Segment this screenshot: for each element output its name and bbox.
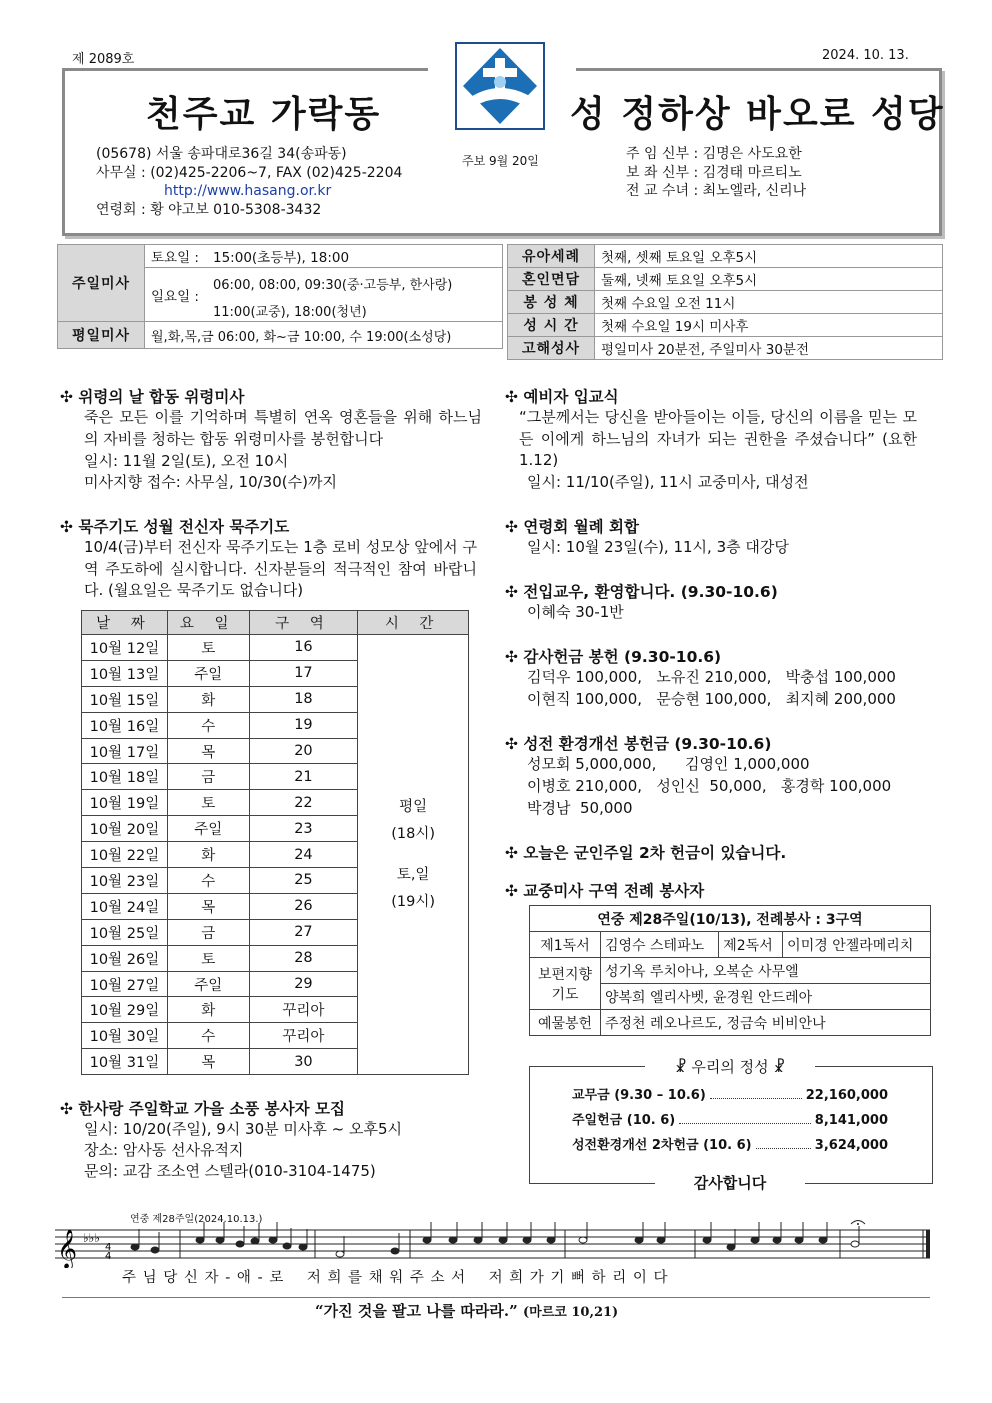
music-note bbox=[269, 1237, 277, 1243]
memorial-mass-intention: 미사지향 접수: 사무실, 10/30(수)까지 bbox=[84, 473, 337, 491]
issue-number: 제 2089호 bbox=[72, 52, 135, 67]
rosary-date: 10월 16일 bbox=[82, 712, 168, 738]
offering-amount: 22,160,000 bbox=[805, 1088, 888, 1103]
music-note bbox=[196, 1237, 204, 1243]
rosary-day: 수 bbox=[167, 712, 249, 738]
sacrament-row bbox=[508, 268, 943, 291]
sacrament-label: 고해성사 bbox=[508, 337, 595, 360]
music-note bbox=[216, 1237, 224, 1243]
second-reading-label: 제2독서 bbox=[719, 932, 783, 958]
sacrament-row bbox=[508, 337, 943, 360]
music-note bbox=[474, 1237, 482, 1243]
leader-dots bbox=[679, 1123, 811, 1124]
rosary-district: 26 bbox=[249, 893, 358, 919]
footer-divider bbox=[62, 1297, 930, 1298]
issue-date: 2024. 10. 13. bbox=[822, 48, 909, 63]
rosary-day: 토 bbox=[167, 635, 249, 661]
rosary-day: 수 bbox=[167, 868, 249, 894]
music-note bbox=[795, 1237, 803, 1243]
rosary-day: 화 bbox=[167, 686, 249, 712]
rosary-date: 10월 12일 bbox=[82, 635, 168, 661]
renovation-offering-line-1: 성모회 5,000,000, 김영인 1,000,000 bbox=[527, 755, 810, 773]
rosary-day: 토 bbox=[167, 790, 249, 816]
music-caption: 연중 제28주일(2024.10.13.) bbox=[130, 1214, 263, 1225]
rosary-district: 17 bbox=[249, 660, 358, 686]
picnic-volunteer-title: ✣ 한사랑 주일학교 가을 소풍 봉사자 모집 bbox=[60, 1100, 345, 1118]
servers-table bbox=[529, 905, 931, 1036]
weekday-mass-label: 평일미사 bbox=[58, 322, 145, 349]
sun-label: 일요일 : bbox=[145, 268, 208, 322]
sacrament-label: 성 시 간 bbox=[508, 314, 595, 337]
music-note bbox=[819, 1237, 827, 1243]
rosary-time-text: (18시) bbox=[391, 825, 436, 842]
rosary-day: 주일 bbox=[167, 971, 249, 997]
svg-text:4: 4 bbox=[105, 1242, 112, 1253]
rosary-day: 금 bbox=[167, 764, 249, 790]
prayers-names-1: 성기옥 루치아나, 오복순 사무엘 bbox=[601, 958, 931, 984]
military-sunday-notice: ✣ 오늘은 군인주일 2차 헌금이 있습니다. bbox=[505, 844, 787, 862]
picnic-time: 일시: 10/20(주일), 9시 30분 미사후 ~ 오후5시 bbox=[84, 1120, 402, 1138]
sacrament-schedule bbox=[507, 244, 943, 360]
first-reading-name: 김영수 스테파노 bbox=[601, 932, 719, 958]
music-note bbox=[449, 1237, 457, 1243]
rosary-date: 10월 19일 bbox=[82, 790, 168, 816]
music-note bbox=[251, 1238, 259, 1244]
sat-times: 15:00(초등부), 18:00 bbox=[207, 245, 503, 268]
rosary-district: 29 bbox=[249, 971, 358, 997]
svg-text:𝄞: 𝄞 bbox=[57, 1229, 78, 1268]
council-meeting-title: ✣ 연령회 월례 회합 bbox=[505, 518, 639, 536]
rosary-table bbox=[81, 610, 469, 1075]
offertory-names: 주정천 레오나르도, 정금숙 비비안나 bbox=[601, 1010, 931, 1036]
assistant-priest: 보 좌 신부 : 김경태 마르티노 bbox=[626, 165, 802, 181]
website-link[interactable]: http://www.hasang.or.kr bbox=[164, 183, 332, 199]
catechumen-time: 일시: 11/10(주일), 11시 교중미사, 대성전 bbox=[527, 473, 809, 491]
renovation-offering-title: ✣ 성전 환경개선 봉헌금 (9.30-10.6) bbox=[505, 735, 772, 753]
new-members-list: 이혜숙 30-1반 bbox=[527, 603, 624, 621]
offering-amount: 8,141,000 bbox=[814, 1113, 888, 1128]
second-reading-name: 이미경 안젤라메리치 bbox=[783, 932, 931, 958]
weekday-times: 월,화,목,금 06:00, 화~금 10:00, 수 19:00(소성당) bbox=[145, 322, 503, 349]
address: (05678) 서울 송파대로36길 34(송파동) bbox=[96, 146, 347, 162]
offering-row bbox=[572, 1109, 888, 1134]
offering-thanks: 감사합니다 bbox=[655, 1172, 805, 1193]
footer-quote: “가진 것을 팔고 나를 따라라.” (마르코 10,21) bbox=[315, 1302, 619, 1320]
offering-label: 성전환경개선 2차헌금 (10. 6) bbox=[572, 1138, 752, 1153]
rosary-date: 10월 20일 bbox=[82, 816, 168, 842]
pastor: 주 임 신부 : 김명은 사도요한 bbox=[626, 146, 802, 162]
renovation-offering-line-3: 박경남 50,000 bbox=[527, 799, 633, 817]
leader-dots bbox=[756, 1148, 811, 1149]
music-note bbox=[657, 1237, 665, 1243]
music-note bbox=[391, 1248, 399, 1254]
rosary-district: 28 bbox=[249, 945, 358, 971]
rosary-body: 10/4(금)부터 전신자 묵주기도는 1층 로비 성모상 앞에서 구역 주도하에 실시합니다. 신자분들의 적극적인 참여 바랍니다. (월요일은 묵주기도 없습니다) bbox=[84, 538, 477, 599]
rosary-day: 목 bbox=[167, 893, 249, 919]
renovation-offering-line-2: 이병호 210,000, 성인신 50,000, 홍경학 100,000 bbox=[527, 777, 892, 795]
leader-dots bbox=[710, 1098, 802, 1099]
sacrament-label: 봉 성 체 bbox=[508, 291, 595, 314]
rosary-day: 수 bbox=[167, 1023, 249, 1049]
sat-label: 토요일 : bbox=[145, 245, 208, 268]
rosary-date: 10월 18일 bbox=[82, 764, 168, 790]
rosary-district: 22 bbox=[249, 790, 358, 816]
rosary-header-cell: 요 일 bbox=[167, 611, 249, 635]
sacrament-row bbox=[508, 245, 943, 268]
music-note bbox=[299, 1244, 307, 1250]
servers-header: 연중 제28주일(10/13), 전례봉사 : 3구역 bbox=[530, 906, 931, 932]
rosary-day: 주일 bbox=[167, 660, 249, 686]
sacrament-value: 둘째, 넷째 토요일 오후5시 bbox=[595, 268, 943, 291]
rosary-day: 화 bbox=[167, 997, 249, 1023]
rosary-date: 10월 13일 bbox=[82, 660, 168, 686]
rosary-date: 10월 30일 bbox=[82, 1023, 168, 1049]
week-note: 주보 9월 20일 bbox=[462, 154, 539, 168]
rosary-header-cell: 구 역 bbox=[249, 611, 358, 635]
rosary-district: 19 bbox=[249, 712, 358, 738]
memorial-mass-time: 일시: 11월 2일(토), 오전 10시 bbox=[84, 452, 289, 470]
rosary-day: 토 bbox=[167, 945, 249, 971]
rosary-date: 10월 22일 bbox=[82, 842, 168, 868]
offering-title: ☧ 우리의 정성 ☧ bbox=[645, 1056, 815, 1077]
music-note bbox=[336, 1251, 344, 1257]
rosary-day: 주일 bbox=[167, 816, 249, 842]
rosary-time-text: 토,일 bbox=[396, 866, 430, 883]
music-note bbox=[635, 1237, 643, 1243]
music-note bbox=[547, 1237, 555, 1243]
music-lyrics: 주 님 당 신 자 - 애 - 로 저 희 를 채 워 주 소 서 저 희 가 기 뻐 하 리 이 다 bbox=[122, 1270, 669, 1286]
rosary-time-text: (19시) bbox=[391, 893, 436, 910]
music-note bbox=[236, 1241, 244, 1247]
offering-label: 교무금 (9.30 – 10.6) bbox=[572, 1088, 706, 1103]
rosary-header-cell: 날 짜 bbox=[82, 611, 168, 635]
rosary-district: 25 bbox=[249, 868, 358, 894]
mass-schedule-left bbox=[57, 244, 503, 349]
rosary-district: 24 bbox=[249, 842, 358, 868]
new-members-title: ✣ 전입교우, 환영합니다. (9.30-10.6) bbox=[505, 583, 778, 601]
music-note bbox=[703, 1237, 711, 1243]
sun-times-1: 06:00, 08:00, 09:30(중·고등부, 한사랑) bbox=[207, 268, 503, 300]
rosary-district: 27 bbox=[249, 919, 358, 945]
rosary-time-cell bbox=[358, 635, 469, 1075]
sacrament-value: 첫째, 셋째 토요일 오후5시 bbox=[595, 245, 943, 268]
catechumen-title: ✣ 예비자 입교식 bbox=[505, 388, 619, 406]
sister: 전 교 수녀 : 최노엘라, 신리나 bbox=[626, 183, 807, 199]
picnic-place: 장소: 암사동 선사유적지 bbox=[84, 1141, 244, 1159]
sacrament-row bbox=[508, 314, 943, 337]
council-contact: 연령회 : 황 야고보 010-5308-3432 bbox=[96, 202, 322, 218]
rosary-date: 10월 31일 bbox=[82, 1049, 168, 1075]
rosary-day: 화 bbox=[167, 842, 249, 868]
offering-label: 주일헌금 (10. 6) bbox=[572, 1113, 676, 1128]
music-note bbox=[751, 1237, 759, 1243]
catechumen-body: “그분께서는 당신을 받아들이는 이들, 당신의 이름을 믿는 모든 이에게 하느님의 자녀가 되는 권한을 주셨습니다” (요한1.12) bbox=[519, 408, 917, 469]
music-staff bbox=[55, 1220, 935, 1272]
rosary-date: 10월 29일 bbox=[82, 997, 168, 1023]
music-note bbox=[283, 1243, 291, 1249]
offering-row bbox=[572, 1084, 888, 1109]
music-note bbox=[131, 1244, 139, 1250]
rosary-time-text: 평일 bbox=[399, 798, 428, 815]
rosary-date: 10월 24일 bbox=[82, 893, 168, 919]
office-phone: 사무실 : (02)425-2206~7, FAX (02)425-2204 bbox=[96, 165, 403, 181]
svg-text:4: 4 bbox=[105, 1251, 112, 1262]
music-note bbox=[851, 1241, 859, 1247]
offering-amount: 3,624,000 bbox=[814, 1138, 888, 1153]
rosary-district: 꾸리아 bbox=[249, 997, 358, 1023]
diocese-title: 천주교 가락동 bbox=[146, 94, 382, 135]
offering-list bbox=[572, 1084, 888, 1159]
music-note bbox=[423, 1237, 431, 1243]
parish-title: 성 정하상 바오로 성당 bbox=[570, 94, 945, 135]
music-note bbox=[773, 1237, 781, 1243]
rosary-district: 꾸리아 bbox=[249, 1023, 358, 1049]
rosary-date: 10월 15일 bbox=[82, 686, 168, 712]
parish-logo bbox=[455, 42, 545, 130]
rosary-date: 10월 23일 bbox=[82, 868, 168, 894]
sacrament-value: 첫째 수요일 오전 11시 bbox=[595, 291, 943, 314]
sacrament-label: 혼인면담 bbox=[508, 268, 595, 291]
music-note bbox=[523, 1237, 531, 1243]
rosary-date: 10월 25일 bbox=[82, 919, 168, 945]
first-reading-label: 제1독서 bbox=[530, 932, 601, 958]
sun-times-2: 11:00(교중), 18:00(청년) bbox=[207, 299, 503, 322]
rosary-day: 목 bbox=[167, 738, 249, 764]
prayers-label: 보편지향기도 bbox=[530, 958, 601, 1010]
rosary-header-cell: 시 간 bbox=[358, 611, 469, 635]
svg-text:♭♭♭: ♭♭♭ bbox=[83, 1231, 100, 1245]
rosary-district: 23 bbox=[249, 816, 358, 842]
sunday-mass-label: 주일미사 bbox=[58, 245, 145, 322]
thanks-offering-line-1: 김덕우 100,000, 노유진 210,000, 박충섭 100,000 bbox=[527, 668, 896, 686]
music-note bbox=[579, 1237, 587, 1243]
thanks-offering-title: ✣ 감사헌금 봉헌 (9.30-10.6) bbox=[505, 648, 722, 666]
rosary-district: 18 bbox=[249, 686, 358, 712]
rosary-date: 10월 27일 bbox=[82, 971, 168, 997]
offering-row bbox=[572, 1134, 888, 1159]
rosary-day: 목 bbox=[167, 1049, 249, 1075]
music-note bbox=[499, 1237, 507, 1243]
memorial-mass-body: 죽은 모든 이를 기억하며 특별히 연옥 영혼들을 위해 하느님의 자비를 청하는 합동 위령미사를 봉헌합니다 bbox=[84, 408, 482, 448]
memorial-mass-title: ✣ 위령의 날 합동 위령미사 bbox=[60, 388, 245, 406]
rosary-district: 21 bbox=[249, 764, 358, 790]
council-meeting-time: 일시: 10월 23일(수), 11시, 3층 대강당 bbox=[527, 538, 789, 556]
offertory-label: 예물봉헌 bbox=[530, 1010, 601, 1036]
sacrament-row bbox=[508, 291, 943, 314]
rosary-row bbox=[82, 635, 469, 661]
rosary-day: 금 bbox=[167, 919, 249, 945]
rosary-district: 20 bbox=[249, 738, 358, 764]
prayers-names-2: 양복희 엘리사벳, 윤경원 안드레아 bbox=[601, 984, 931, 1010]
rosary-title: ✣ 묵주기도 성월 전신자 묵주기도 bbox=[60, 518, 290, 536]
rosary-district: 30 bbox=[249, 1049, 358, 1075]
sacrament-value: 첫째 수요일 19시 미사후 bbox=[595, 314, 943, 337]
rosary-date: 10월 17일 bbox=[82, 738, 168, 764]
rosary-date: 10월 26일 bbox=[82, 945, 168, 971]
sacrament-value: 평일미사 20분전, 주일미사 30분전 bbox=[595, 337, 943, 360]
music-note bbox=[727, 1244, 735, 1250]
rosary-district: 16 bbox=[249, 635, 358, 661]
sacrament-label: 유아세례 bbox=[508, 245, 595, 268]
thanks-offering-line-2: 이현직 100,000, 문승현 100,000, 최지혜 200,000 bbox=[527, 690, 896, 708]
servers-title: ✣ 교중미사 구역 전례 봉사자 bbox=[505, 882, 705, 900]
music-note bbox=[151, 1247, 159, 1253]
picnic-contact: 문의: 교감 조소연 스텔라(010-3104-1475) bbox=[84, 1162, 376, 1180]
